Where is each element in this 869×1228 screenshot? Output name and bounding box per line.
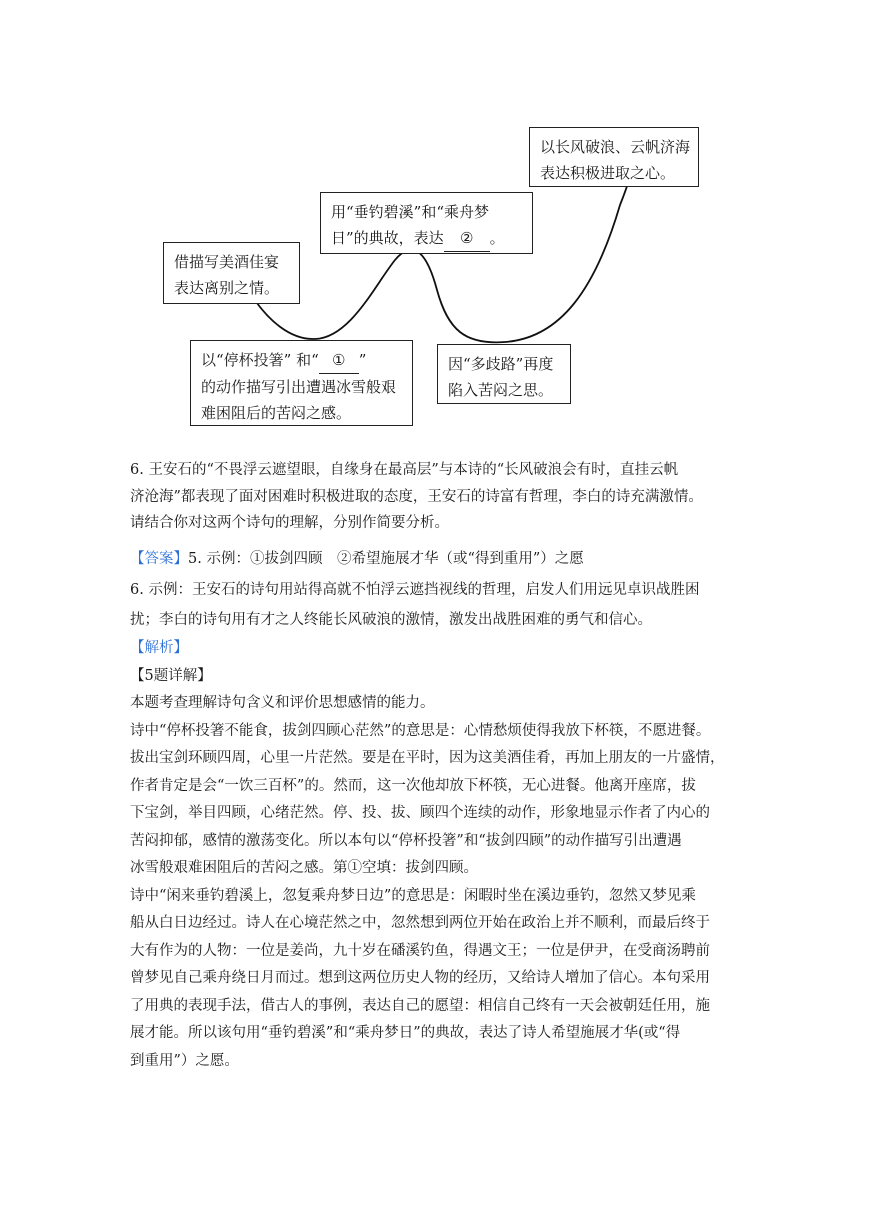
analysis-line: 作者肯定是会“一饮三百杯”的。然而，这一次他却放下杯筷，无心进餐。他离开座席，拔 xyxy=(130,777,696,794)
box-many-paths xyxy=(437,344,571,404)
analysis-line: 曾梦见自己乘舟绕日月而过。想到这两位历史人物的经历，又给诗人增加了信心。本句采用 xyxy=(130,970,710,986)
box-allusion xyxy=(320,192,533,254)
analysis-tag: 【解析】 xyxy=(130,640,188,656)
q6-line1: 6. 王安石的“不畏浮云遮望眼，自缘身在最高层”与本诗的“长风破浪会有时，直挂云帆 xyxy=(130,462,679,478)
analysis-line: 到重用”）之愿。 xyxy=(130,1052,239,1069)
box4-line3: 难困阻后的苦闷之感。 xyxy=(201,404,352,422)
box-drinking-scene xyxy=(163,242,300,304)
answer-line2: 6. 示例：王安石的诗句用站得高就不怕浮云遮挡视线的哲理，启发人们用远见卓识战胜困 xyxy=(130,581,700,598)
analysis-line: 苦闷抑郁，感情的激荡变化。所以本句以“停杯投箸”和“拔剑四顾”的动作描写引出遭遇 xyxy=(130,832,682,849)
analysis-line: 展才能。所以该句用“垂钓碧溪”和“乘舟梦日”的典故，表达了诗人希望施展才华(或“得 xyxy=(130,1025,681,1041)
box2-line2-pre: 日”的典故，表达 xyxy=(331,229,444,247)
box1-line2: 表达离别之情。 xyxy=(174,279,280,297)
analysis-line: 本题考查理解诗句含义和评价思想感情的能力。 xyxy=(130,695,435,711)
analysis-subtitle: 【5题详解】 xyxy=(130,667,212,684)
answer-line1: 5. 示例：①拔剑四顾 ②希望施展才华（或“得到重用”）之愿 xyxy=(188,551,584,567)
q6-line2: 济沧海”都表现了面对困难时积极进取的态度，王安石的诗富有哲理，李白的诗充满激情。 xyxy=(130,488,703,505)
analysis-section xyxy=(130,635,740,1074)
answer-line3: 扰；李白的诗句用有才之人终能长风破浪的激情，激发出战胜困难的勇气和信心。 xyxy=(130,612,652,628)
analysis-line: 冰雪般艰难困阻后的苦闷之感。第①空填：拔剑四顾。 xyxy=(130,860,478,876)
answer-section xyxy=(130,546,740,634)
analysis-line: 船从白日边经过。诗人在心境茫然之中，忽然想到两位开始在政治上并不顺利，而最后终于 xyxy=(130,915,710,931)
analysis-line: 了用典的表现手法，借古人的事例，表达自己的愿望：相信自己终有一天会被朝廷任用，施 xyxy=(130,997,710,1014)
box3-line1: 以长风破浪、云帆济海 xyxy=(540,138,691,156)
emotion-curve-diagram xyxy=(0,0,869,440)
box3-line2: 表达积极进取之心。 xyxy=(540,164,676,182)
analysis-line: 大有作为的人物：一位是姜尚，九十岁在磻溪钓鱼，得遇文王；一位是伊尹，在受商汤聘前 xyxy=(130,942,710,959)
box2-line1: 用“垂钓碧溪”和“乘舟梦 xyxy=(331,203,490,221)
analysis-line: 下宝剑，举目四顾，心绪茫然。停、投、拔、顾四个连续的动作，形象地显示作者了内心的 xyxy=(130,805,710,821)
analysis-line: 拔出宝剑环顾四周，心里一片茫然。要是在平时，因为这美酒佳肴，再加上朋友的一片盛情， xyxy=(130,750,725,766)
analysis-line: 诗中“停杯投箸不能食，拔剑四顾心茫然”的意思是：心情愁烦使得我放下杯筷，不愿进餐。 xyxy=(130,722,711,739)
box-ambition xyxy=(529,127,699,187)
box5-line2: 陷入苦闷之思。 xyxy=(448,381,554,399)
blank-1: ① xyxy=(319,347,359,374)
box5-line1: 因“多歧路”再度 xyxy=(448,355,554,373)
question-6 xyxy=(130,457,740,537)
box4-line2: 的动作描写引出遭遇冰雪般艰 xyxy=(201,378,397,396)
box4-line1-post: ” xyxy=(358,351,367,369)
q6-line3: 请结合你对这两个诗句的理解，分别作简要分析。 xyxy=(130,515,449,531)
box4-line1-pre: 以“停杯投箸” 和“ xyxy=(201,351,319,369)
answer-tag: 【答案】 xyxy=(130,551,188,567)
analysis-line: 诗中“闲来垂钓碧溪上，忽复乘舟梦日边”的意思是：闲暇时坐在溪边垂钓，忽然又梦见乘 xyxy=(130,887,696,904)
box2-line2-post: 。 xyxy=(489,229,505,247)
box-actions xyxy=(190,340,413,426)
box1-line1: 借描写美酒佳宴 xyxy=(174,253,280,271)
blank-2: ② xyxy=(444,225,490,252)
